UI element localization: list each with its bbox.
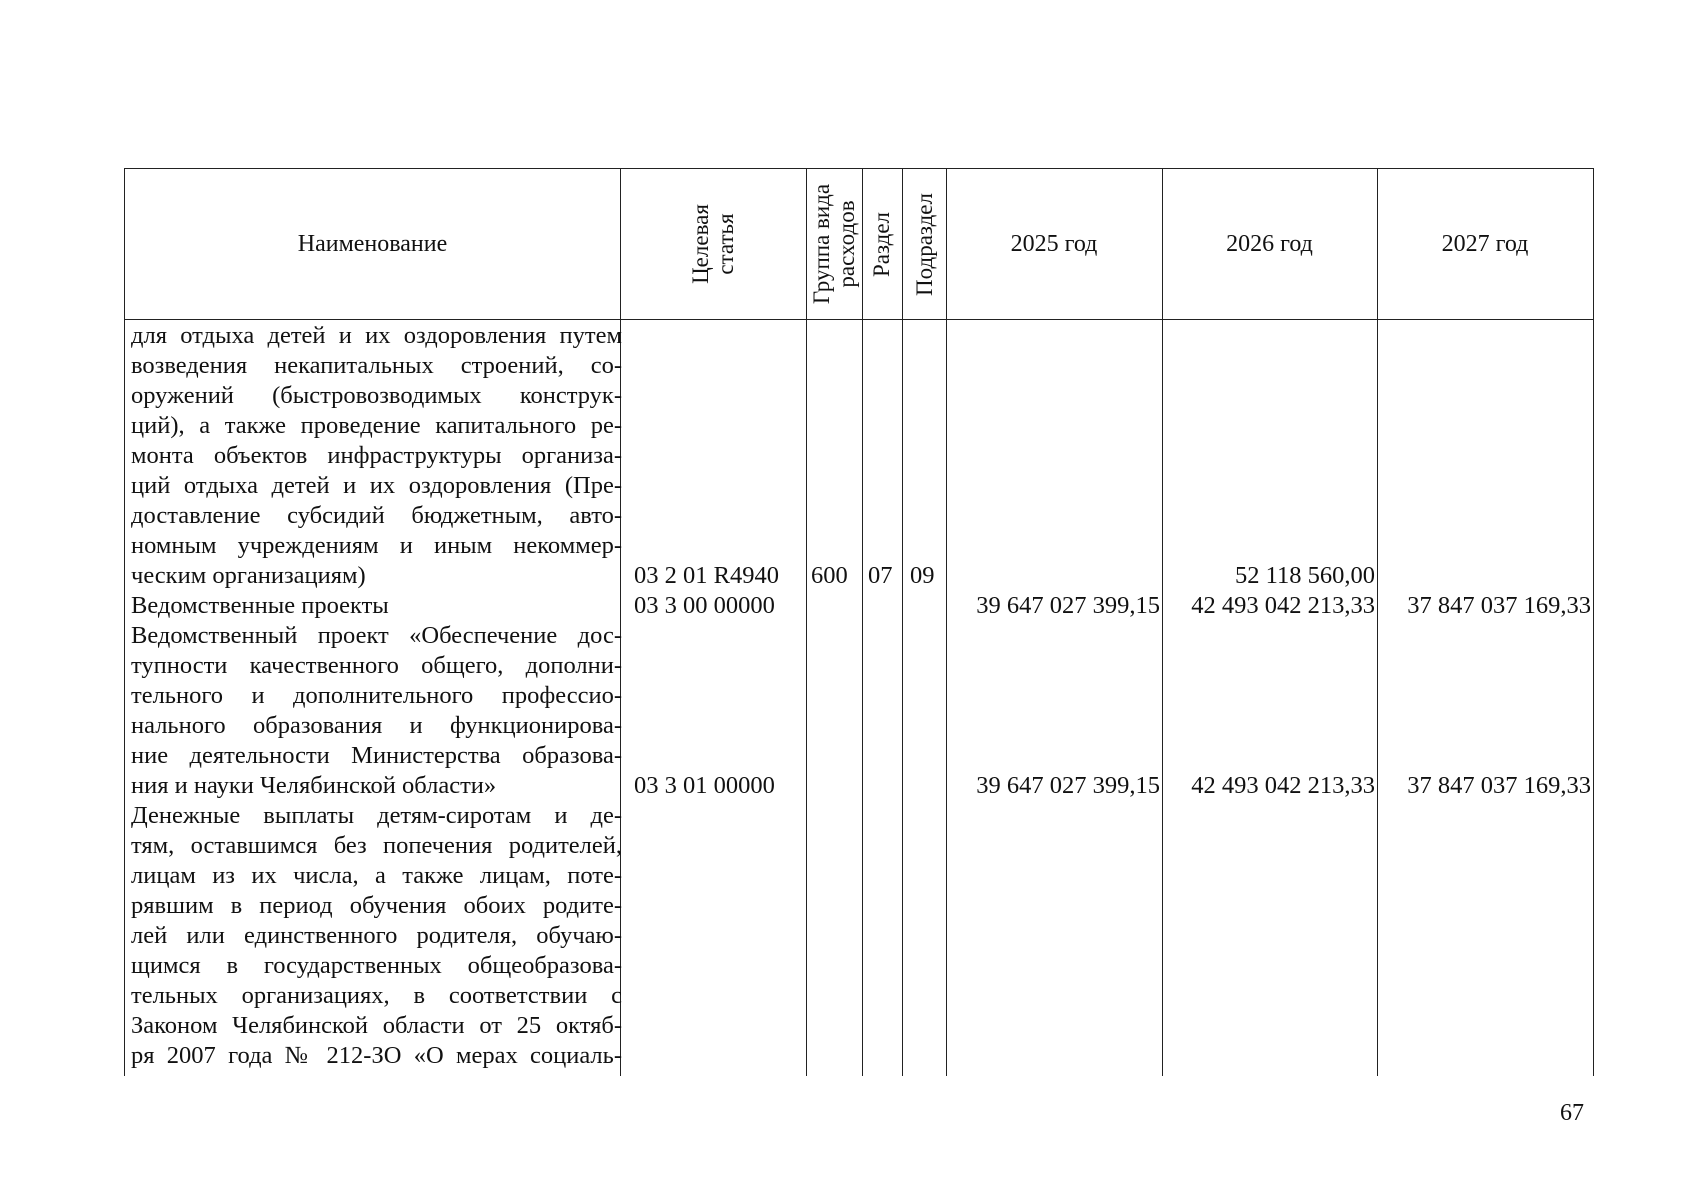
name-line: монта объектов инфраструктуры организа- [131,442,622,469]
row-subsection: 09 [910,562,935,589]
header-year-2027: 2027 год [1441,230,1529,257]
header-group-line1: Группа вида [809,183,835,305]
name-line: щимся в государственных общеобразова- [131,952,622,979]
row-expense-group: 600 [811,562,848,589]
budget-table [124,168,1594,1076]
name-line: ря 2007 года № 212-ЗО «О мерах социаль- [131,1042,622,1069]
name-line: номным учреждениям и иным некоммер- [131,532,622,559]
row-amount-2027: 37 847 037 169,33 [1407,772,1591,799]
row-amount-2026: 42 493 042 213,33 [1191,592,1375,619]
header-target-line2: статья [712,213,738,275]
name-line: возведения некапитальных строений, со- [131,352,622,379]
name-line: ций), а также проведение капитального ре- [131,412,622,439]
name-line: ния и науки Челябинской области» [131,772,497,799]
row-amount-2025: 39 647 027 399,15 [976,772,1160,799]
name-line: Ведомственный проект «Обеспечение дос- [131,622,622,649]
header-year-2025: 2025 год [1010,230,1098,257]
header-expense-group [806,169,862,319]
name-line: лицам из их числа, а также лицам, поте- [131,862,622,889]
name-line: доставление субсидий бюджетным, авто- [131,502,622,529]
header-group-line2: расходов [834,200,860,288]
row-section: 07 [868,562,893,589]
name-line: нального образования и функционирова- [131,712,622,739]
row-target-article: 03 2 01 R4940 [634,562,779,589]
header-subsection [902,169,946,319]
row-amount-2026: 52 118 560,00 [1235,562,1375,589]
name-line: тельных организациях, в соответствии с [131,982,622,1009]
name-line: рявшим в период обучения обоих родите- [131,892,622,919]
row-target-article: 03 3 01 00000 [634,772,775,799]
name-line: Ведомственные проекты [131,592,389,619]
name-line: ческим организациям) [131,562,366,589]
header-subsection-label: Подраздел [911,192,937,296]
header-target-line1: Целевая [687,204,713,284]
header-divider [125,319,1593,320]
row-target-article: 03 3 00 00000 [634,592,775,619]
header-section-label: Раздел [869,211,895,277]
header-target-article [620,169,806,319]
name-line: Денежные выплаты детям-сиротам и де- [131,802,622,829]
name-line: тельного и дополнительного профессио- [131,682,622,709]
row-amount-2026: 42 493 042 213,33 [1191,772,1375,799]
name-line: Законом Челябинской области от 25 октяб- [131,1012,622,1039]
page-number: 67 [1560,1100,1584,1126]
name-line: ций отдыха детей и их оздоровления (Пре- [131,472,622,499]
name-line: лей или единственного родителя, обучаю- [131,922,622,949]
row-amount-2025: 39 647 027 399,15 [976,592,1160,619]
name-column-text [131,321,622,1071]
name-line: ние деятельности Министерства образова- [131,742,622,769]
header-year-2026: 2026 год [1226,230,1313,257]
header-name: Наименование [297,230,448,257]
name-line: оружений (быстровозводимых конструк- [131,382,622,409]
row-amount-2027: 37 847 037 169,33 [1407,592,1591,619]
name-line: для отдыха детей и их оздоровления путем [131,322,622,349]
name-line: тям, оставшимся без попечения родителей, [131,832,622,859]
name-line: тупности качественного общего, дополни- [131,652,622,679]
header-section [862,169,902,319]
